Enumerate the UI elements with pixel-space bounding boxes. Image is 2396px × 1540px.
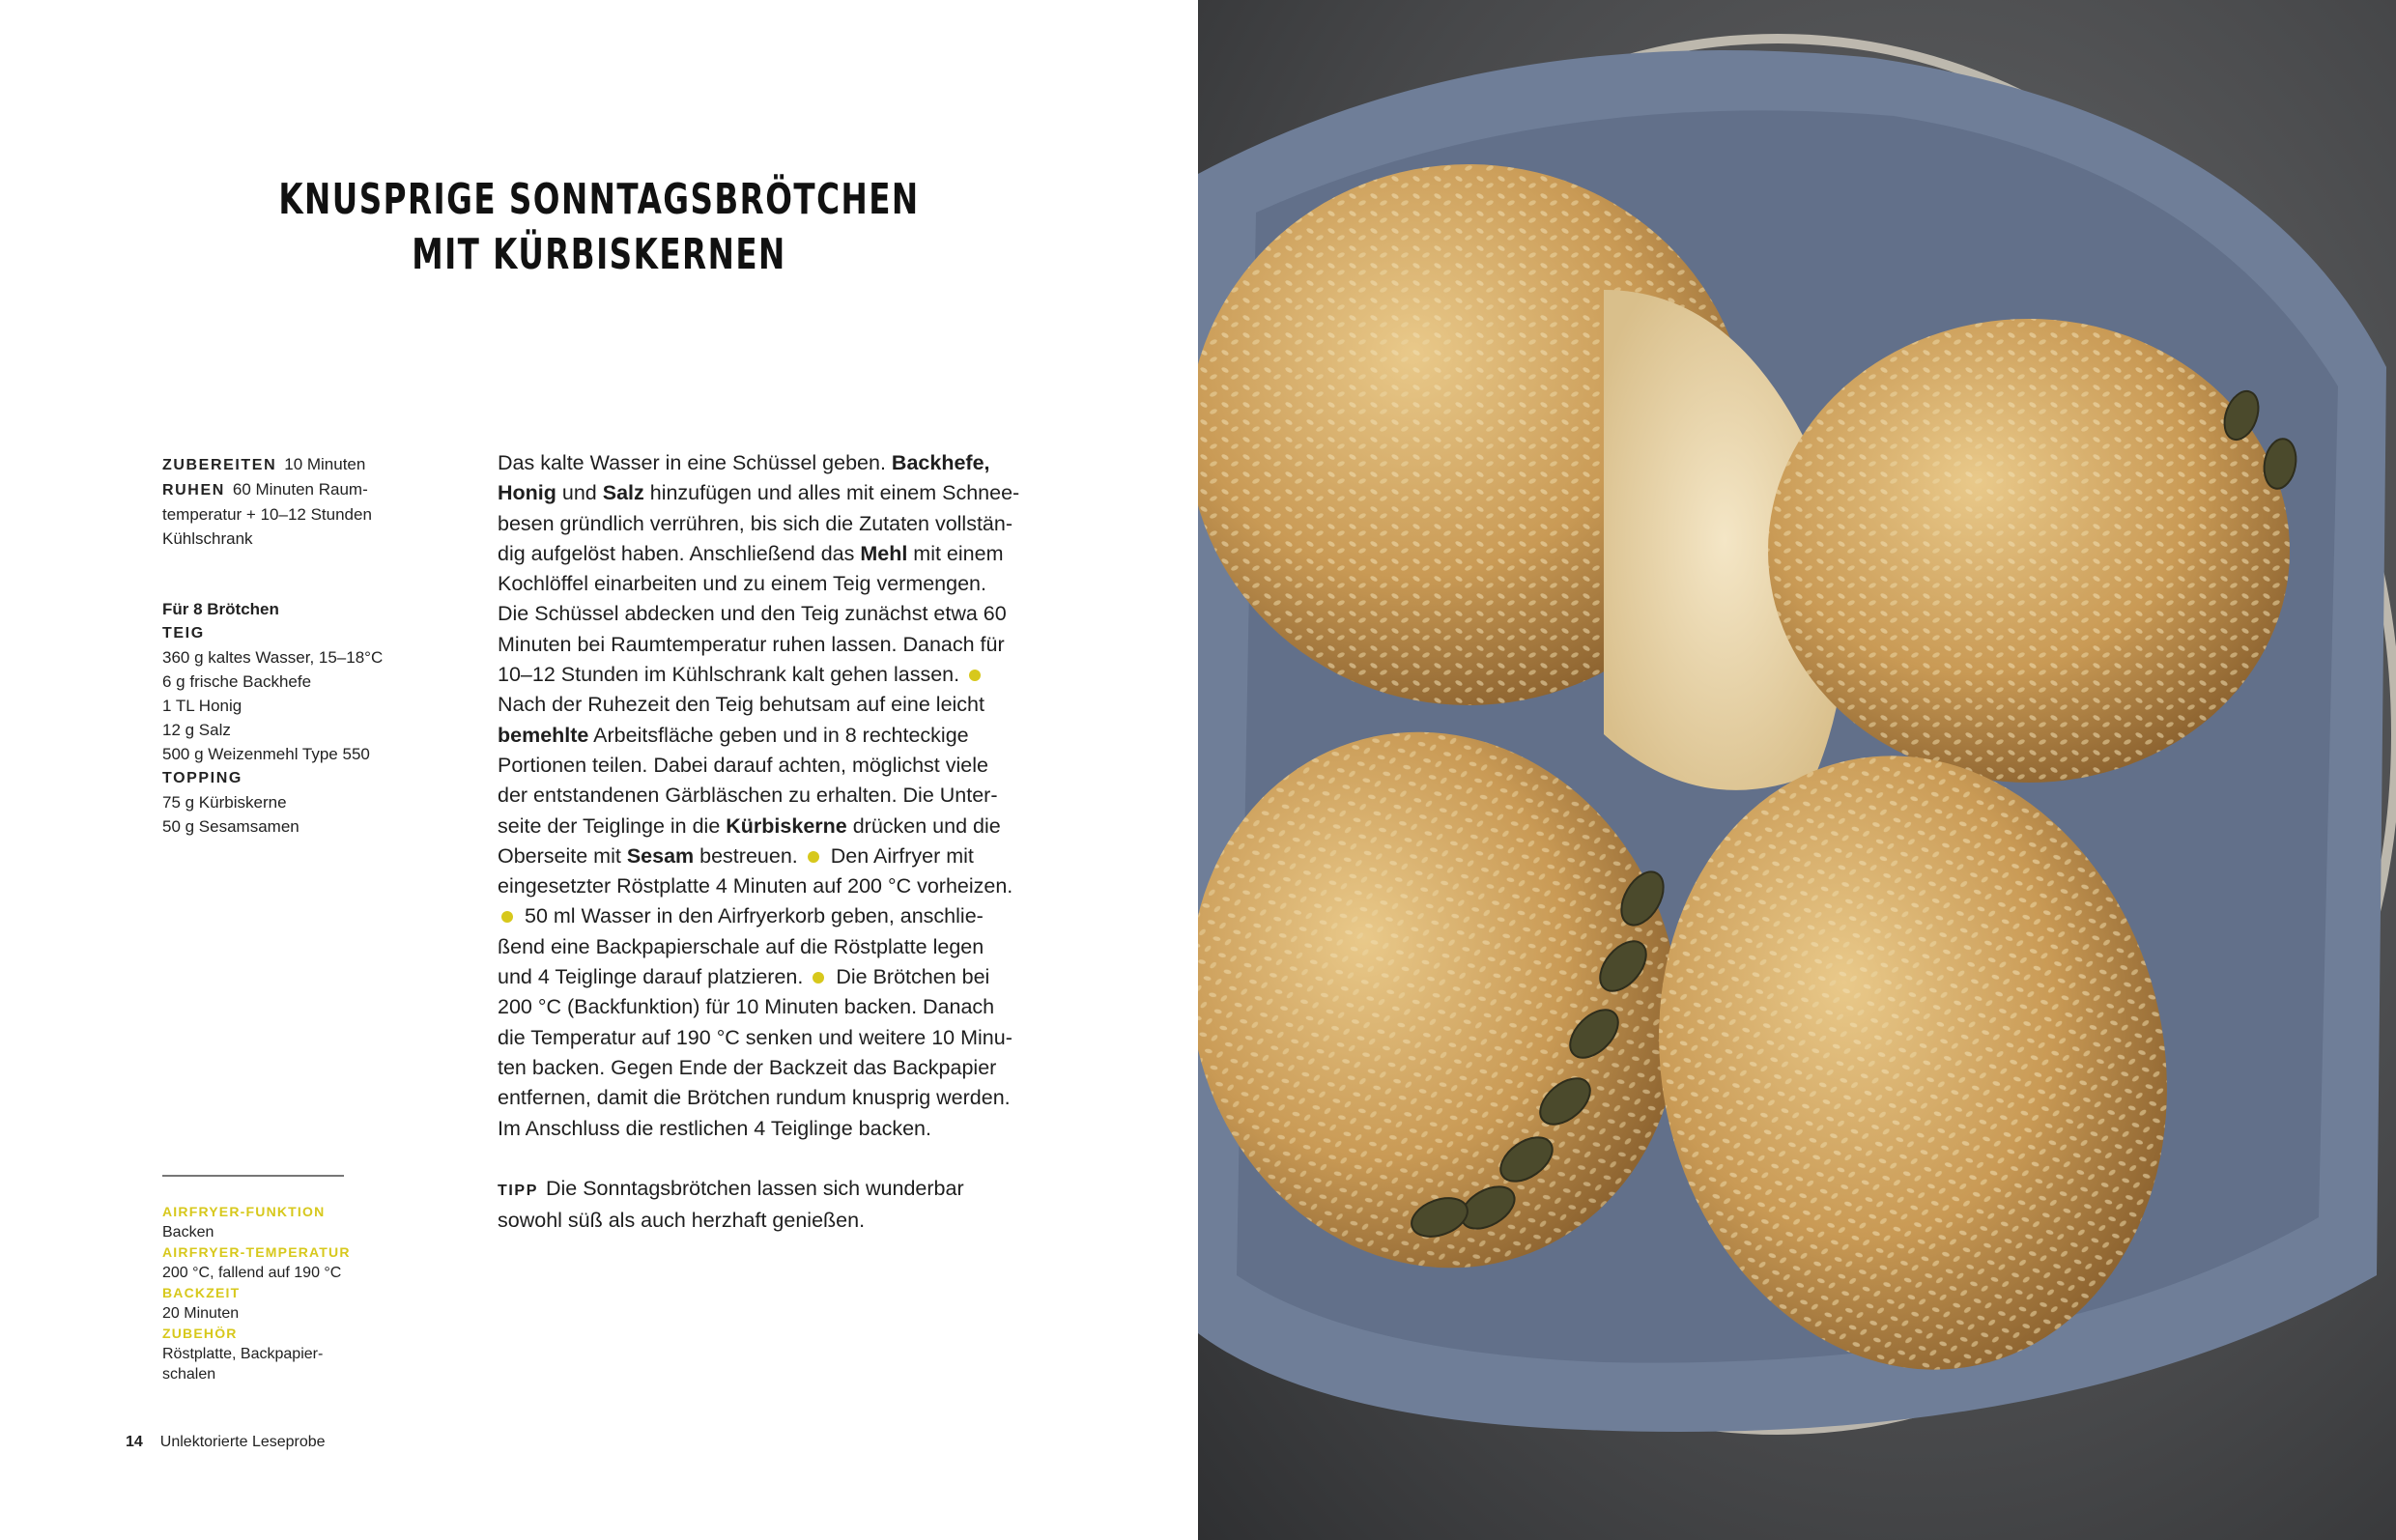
step-bullet-icon — [808, 851, 819, 863]
tip-label: TIPP — [498, 1182, 538, 1199]
ingredient-item: 75 g Kürbiskerne — [162, 793, 287, 812]
instruction-text: der entstandenen Gärbläschen zu erhalten. Die Unter- — [498, 784, 998, 808]
yield: Für 8 Brötchen — [162, 600, 279, 618]
dough-list — [162, 645, 404, 766]
instruction-text: Kochlöffel einarbeiten und zu einem Teig vermengen. — [498, 572, 986, 596]
rest-value-line-1: 60 Minuten Raum- — [232, 480, 368, 499]
instruction-text: bestreuen. — [694, 843, 798, 868]
airfryer-specs — [162, 1202, 385, 1384]
spec-label: BACKZEIT — [162, 1285, 241, 1300]
instruction-text: dig aufgelöst haben. Anschließend das — [498, 541, 861, 565]
instruction-text: 200 °C (Backfunktion) für 10 Minuten backen. Danach — [498, 995, 995, 1019]
ingredient-item: 360 g kaltes Wasser, 15–18°C — [162, 648, 384, 667]
instruction-text: Die Schüssel abdecken und den Teig zunächst etwa 60 — [498, 602, 1007, 626]
page-footer — [126, 1434, 326, 1451]
ingredient-highlight: Mehl — [860, 541, 908, 565]
recipe-title-line-2: MIT KÜRBISKERNEN — [412, 230, 786, 279]
instruction-text: und — [556, 481, 603, 505]
instruction-text: drücken und die — [846, 813, 1001, 838]
instruction-text: 10–12 Stunden im Kühlschrank kalt gehen lassen. — [498, 663, 960, 687]
spec-label: AIRFRYER-FUNKTION — [162, 1204, 326, 1219]
spec-value: Backen — [162, 1224, 214, 1241]
instruction-text: Das kalte Wasser in eine Schüssel geben. — [498, 451, 892, 474]
instruction-text: besen gründlich verrühren, bis sich die Zutaten vollstän- — [498, 511, 1013, 535]
rest-value-line-2: temperatur + 10–12 Stunden — [162, 505, 372, 524]
instruction-text: die Temperatur auf 190 °C senken und weitere 10 Minu- — [498, 1025, 1013, 1049]
rest-value-line-3: Kühlschrank — [162, 529, 253, 548]
instruction-text: Portionen teilen. Dabei darauf achten, möglichst viele — [498, 753, 988, 777]
recipe-title — [156, 172, 1042, 282]
instruction-text: und 4 Teiglinge darauf platzieren. — [498, 965, 804, 989]
instruction-text: hinzufügen und alles mit einem Schnee- — [643, 481, 1020, 505]
footer-note: Unlektorierte Leseprobe — [159, 1434, 326, 1450]
ingredient-item: 50 g Sesamsamen — [162, 817, 300, 836]
spec-value: 20 Minuten — [162, 1305, 240, 1322]
dough-heading: TEIG — [162, 625, 205, 642]
instruction-text: entfernen, damit die Brötchen rundum knusprig werden. — [498, 1086, 1011, 1110]
instruction-text: ßend eine Backpapierschale auf die Röstplatte legen — [498, 934, 984, 958]
spec-label: ZUBEHÖR — [162, 1326, 238, 1341]
ingredient-highlight: Kürbiskerne — [726, 813, 847, 838]
ingredient-highlight: Sesam — [626, 843, 695, 868]
tip-text: sowohl süß als auch herzhaft genießen. — [498, 1209, 866, 1233]
tip — [498, 1174, 1039, 1206]
divider — [162, 1175, 344, 1177]
bread-basket-illustration — [1198, 0, 2396, 1540]
ingredient-highlight: Honig — [498, 481, 556, 505]
instruction-text: Arbeitsfläche geben und in 8 rechteckige — [588, 723, 969, 747]
ingredient-item: 1 TL Honig — [162, 697, 242, 715]
instruction-text: eingesetzter Röstplatte 4 Minuten auf 200 °C vorheizen. — [498, 874, 1013, 898]
topping-list — [162, 790, 404, 839]
instruction-text: 50 ml Wasser in den Airfryerkorb geben, anschlie- — [525, 904, 984, 928]
instruction-text: mit einem — [907, 541, 1004, 565]
topping-heading: TOPPING — [162, 770, 242, 786]
instruction-text: ten backen. Gegen Ende der Backzeit das Backpapier — [498, 1055, 997, 1079]
tip-text: Die Sonntagsbrötchen lassen sich wunderbar — [545, 1176, 964, 1200]
instruction-text: seite der Teiglinge in die — [498, 813, 727, 838]
bread-photo — [1198, 0, 2396, 1540]
ingredient-highlight: Backhefe, — [891, 451, 990, 474]
spec-value: Röstplatte, Backpapier- — [162, 1346, 324, 1362]
rest-label: RUHEN — [162, 482, 225, 499]
instruction-text: Im Anschluss die restlichen 4 Teiglinge backen. — [498, 1116, 931, 1140]
ingredient-list — [162, 597, 404, 839]
instruction-text: Minuten bei Raumtemperatur ruhen lassen. Danach für — [498, 632, 1005, 656]
ingredient-item: 12 g Salz — [162, 721, 231, 739]
instruction-text: Die Brötchen bei — [836, 965, 990, 989]
instruction-text: Oberseite mit — [498, 843, 627, 868]
spec-value: 200 °C, fallend auf 190 °C — [162, 1265, 342, 1281]
spec-label: AIRFRYER-TEMPERATUR — [162, 1244, 351, 1260]
prep-label: ZUBEREITEN — [162, 457, 277, 473]
recipe-instructions — [498, 448, 1039, 1236]
ingredient-highlight: Salz — [602, 481, 644, 505]
step-bullet-icon — [813, 972, 824, 984]
instruction-text: Nach der Ruhezeit den Teig behutsam auf eine leicht — [498, 693, 984, 717]
instruction-text: Den Airfryer mit — [830, 843, 974, 868]
step-bullet-icon — [501, 911, 513, 923]
recipe-title-line-1: KNUSPRIGE SONNTAGSBRÖTCHEN — [278, 175, 920, 224]
ingredient-item: 500 g Weizenmehl Type 550 — [162, 745, 370, 763]
ingredient-item: 6 g frische Backhefe — [162, 672, 312, 691]
step-bullet-icon — [969, 670, 981, 681]
page-number: 14 — [126, 1434, 143, 1450]
prep-value: 10 Minuten — [284, 455, 366, 473]
spec-value: schalen — [162, 1366, 216, 1383]
ingredient-highlight: bemehlte — [498, 723, 589, 747]
recipe-timing — [162, 452, 404, 551]
